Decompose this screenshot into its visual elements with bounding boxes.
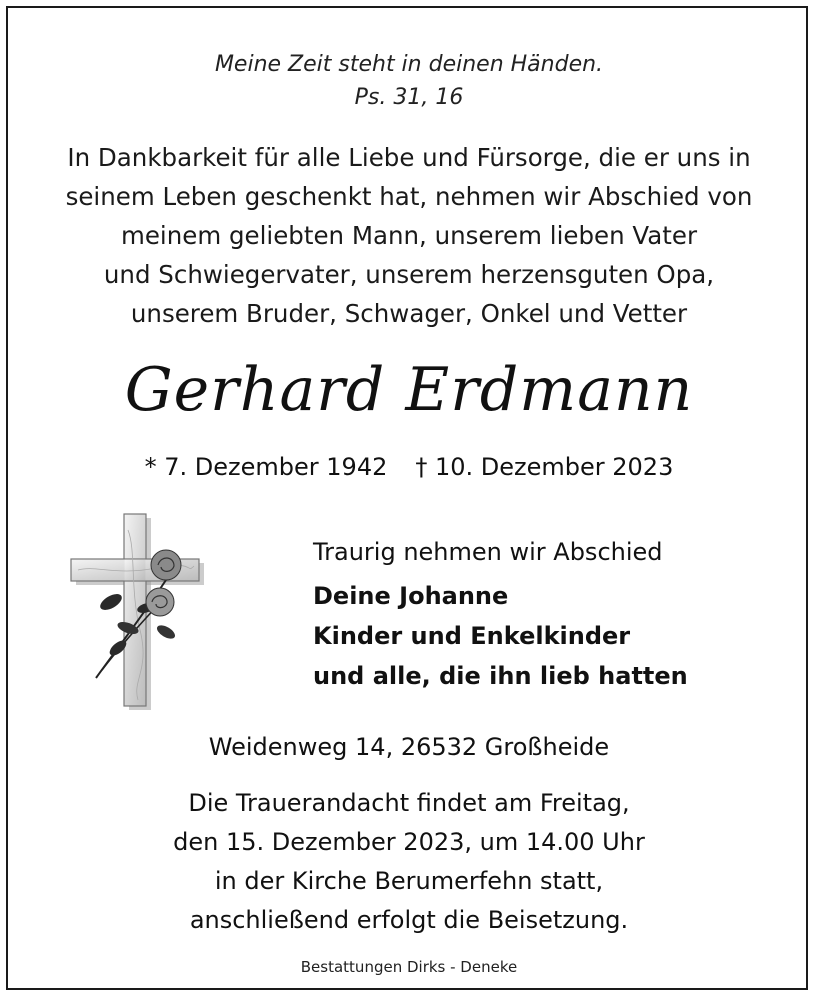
mourners-heading: Traurig nehmen wir Abschied (313, 538, 663, 566)
service-line: den 15. Dezember 2023, um 14.00 Uhr (173, 828, 645, 856)
cross-with-roses-icon (66, 510, 206, 710)
address: Weidenweg 14, 26532 Großheide (208, 733, 610, 761)
intro-line: unserem Bruder, Schwager, Onkel und Vetter (130, 299, 688, 328)
verse-text: Meine Zeit steht in deinen Händen. (214, 52, 604, 77)
intro-line: In Dankbarkeit für alle Liebe und Fürsorge, die er uns in (67, 143, 751, 172)
service-line: Die Trauerandacht findet am Freitag, (188, 789, 630, 817)
intro-line: seinem Leben geschenkt hat, nehmen wir Abschied von (65, 182, 753, 211)
mourner-name: Kinder und Enkelkinder (313, 622, 631, 650)
service-line: anschließend erfolgt die Beisetzung. (189, 906, 629, 934)
death-date: † 10. Dezember 2023 (415, 453, 674, 481)
intro-text (0, 138, 818, 333)
intro-line: meinem geliebten Mann, unserem lieben Vater (120, 221, 698, 250)
birth-date: * 7. Dezember 1942 (144, 453, 388, 481)
intro-line: und Schwiegervater, unserem herzensguten Opa, (103, 260, 715, 289)
mourners-block (313, 533, 688, 696)
deceased-name: Gerhard Erdmann (124, 355, 694, 425)
service-line: in der Kirche Berumerfehn statt, (214, 867, 604, 895)
mourner-name: Deine Johanne (313, 582, 509, 610)
mourner-name: und alle, die ihn lieb hatten (313, 662, 688, 690)
bible-verse (0, 48, 818, 114)
verse-reference: Ps. 31, 16 (354, 85, 464, 110)
funeral-home: Bestattungen Dirks - Deneke (300, 958, 518, 976)
life-dates (0, 450, 818, 484)
service-info (0, 784, 818, 940)
